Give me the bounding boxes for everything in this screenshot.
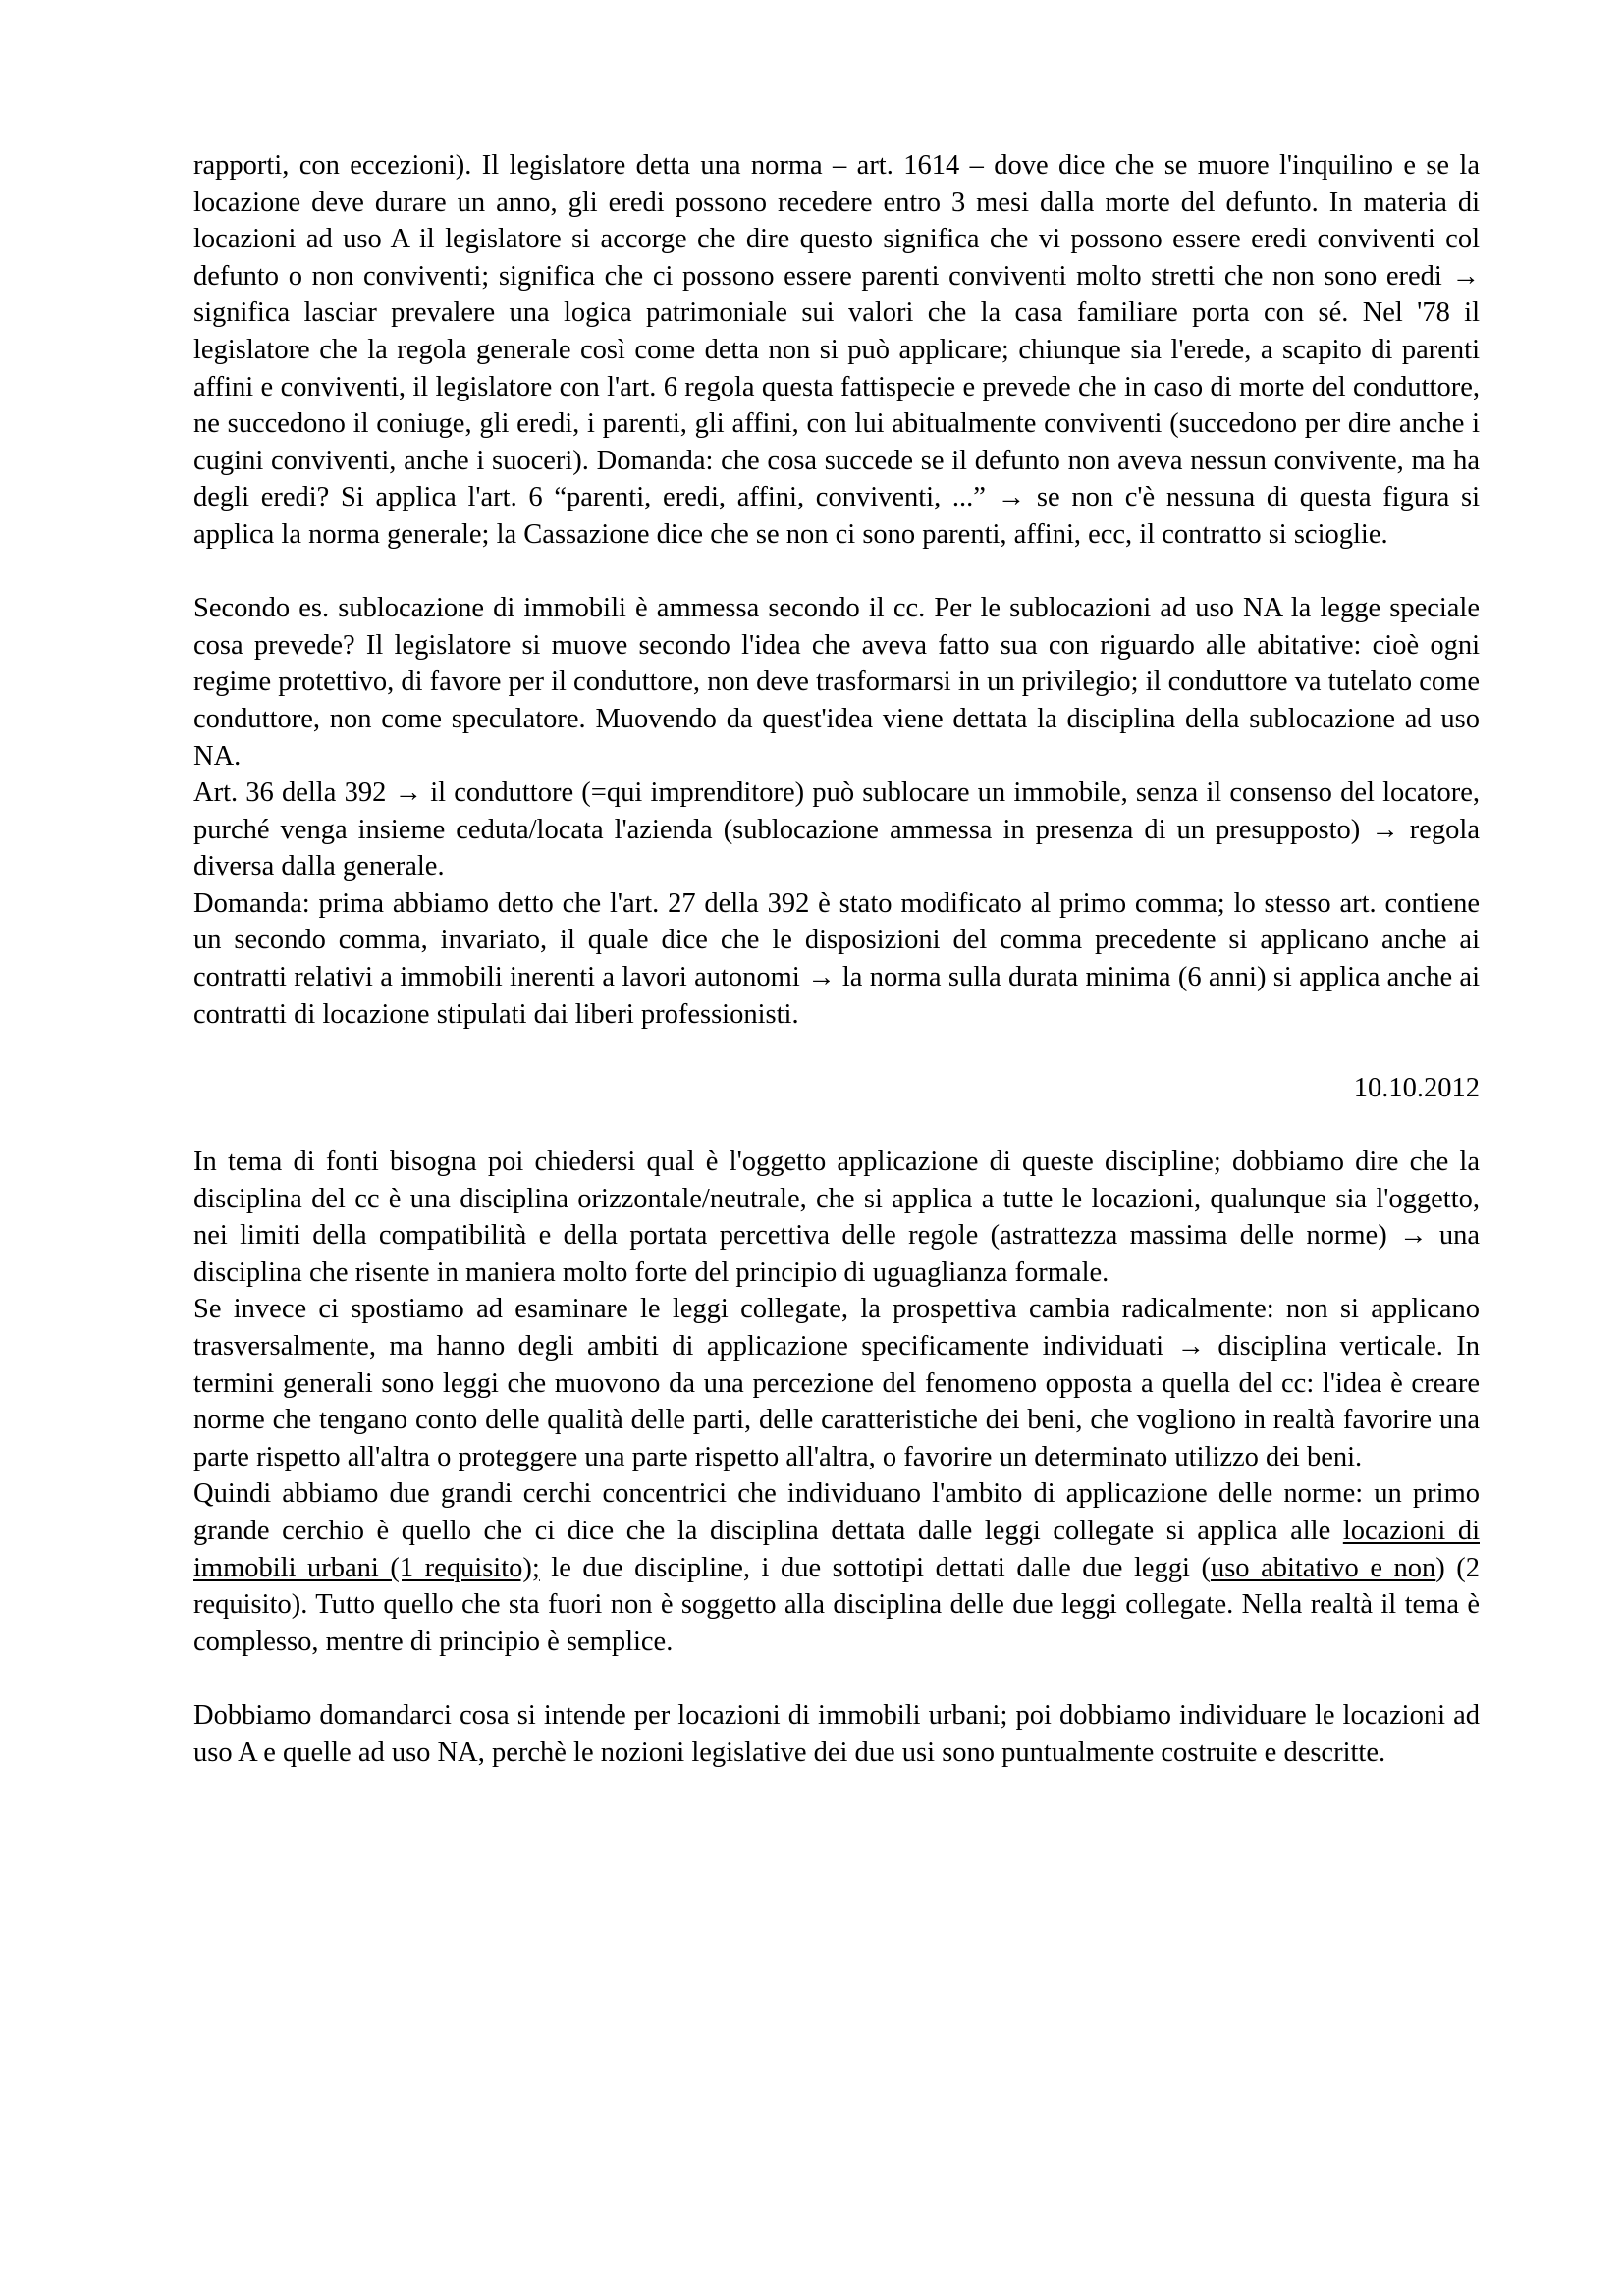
underlined-phrase-immobili-urbani: locazioni di immobili urbani (1 requisito);	[193, 1515, 1480, 1583]
document-page	[193, 147, 1480, 1771]
paragraph-locazione-successione: rapporti, con eccezioni). Il legislatore detta una norma – art. 1614 – dove dice che se muore l'inquilino e se la locazione deve durare un anno, gli eredi possono recedere entro 3 mesi dalla morte del defunto. In materia di locazioni ad uso A il legislatore si accorge che dire questo significa che vi possono essere eredi conviventi col defunto o non conviventi; significa che ci possono essere parenti conviventi molto stretti che non sono eredi → significa lasciar prevalere una logica patrimoniale sui valori che la casa familiare porta con sé. Nel '78 il legislatore che la regola generale così come detta non si può applicare; chiunque sia l'erede, a scapito di parenti affini e conviventi, il legislatore con l'art. 6 regola questa fattispecie e prevede che in caso di morte del conduttore, ne succedono il coniuge, gli eredi, i parenti, gli affini, con lui abitualmente conviventi (succedono per dire anche i cugini conviventi, anche i suoceri). Domanda: che cosa succede se il defunto non aveva nessun convivente, ma ha degli eredi? Si applica l'art. 6 “parenti, eredi, affini, conviventi, ...” → se non c'è nessuna di questa figura si applica la norma generale; la Cassazione dice che se non ci sono parenti, affini, ecc, il contratto si scioglie.	[193, 150, 1480, 550]
paragraph-text: le due discipline, i due sottotipi dettati dalle due leggi (	[539, 1552, 1211, 1583]
paragraph-gap	[193, 1106, 1480, 1144]
paragraph-cerchi-concentrici	[193, 1475, 1480, 1660]
lecture-date: 10.10.2012	[1353, 1072, 1480, 1103]
paragraph-text: ) (2 requisito). Tutto quello che sta fuori non è soggetto alla disciplina delle due leggi collegate. Nella realtà il tema è complesso, mentre di principio è semplice.	[193, 1552, 1481, 1657]
paragraph-gap	[193, 1660, 1480, 1697]
underlined-phrase-uso-abitativo: uso abitativo e non	[1210, 1552, 1436, 1583]
paragraph-fonti: In tema di fonti bisogna poi chiedersi qual è l'oggetto applicazione di queste discipline; dobbiamo dire che la disciplina del cc è una disciplina orizzontale/neutrale, che si applica a tutte le locazioni, qualunque sia l'oggetto, nei limiti della compatibilità e della portata percettiva delle regole (astrattezza massima delle norme) → una disciplina che risente in maniera molto forte del principio di uguaglianza formale.	[193, 1147, 1480, 1288]
paragraph-sublocazione: Secondo es. sublocazione di immobili è ammessa secondo il cc. Per le sublocazioni ad uso NA la legge speciale cosa prevede? Il legislatore si muove secondo l'idea che aveva fatto sua con riguardo alle abitative: cioè ogni regime protettivo, di favore per il conduttore, non deve trasformarsi in un privilegio; il conduttore va tutelato come conduttore, non come speculatore. Muovendo da quest'idea viene dettata la disciplina della sublocazione ad uso NA.	[193, 593, 1480, 772]
paragraph-art-36: Art. 36 della 392 → il conduttore (=qui imprenditore) può sublocare un immobile, senza il consenso del locatore, purché venga insieme ceduta/locata l'azienda (sublocazione ammessa in presenza di un presupposto) → regola diversa dalla generale.	[193, 777, 1480, 882]
paragraph-leggi-collegate: Se invece ci spostiamo ad esaminare le leggi collegate, la prospettiva cambia radicalmente: non si applicano trasversalmente, ma hanno degli ambiti di applicazione specificamente individuati → disciplina verticale. In termini generali sono leggi che muovono da una percezione del fenomeno opposta a quella del cc: l'idea è creare norme che tengano conto delle qualità delle parti, delle caratteristiche dei beni, che vogliono in realtà favorire una parte rispetto all'altra o proteggere una parte rispetto all'altra, o favorire un determinato utilizzo dei beni.	[193, 1294, 1480, 1472]
paragraph-immobili-urbani: Dobbiamo domandarci cosa si intende per locazioni di immobili urbani; poi dobbiamo individuare le locazioni ad uso A e quelle ad uso NA, perchè le nozioni legislative dei due usi sono puntualmente costruite e descritte.	[193, 1699, 1480, 1768]
paragraph-art-27: Domanda: prima abbiamo detto che l'art. 27 della 392 è stato modificato al primo comma; lo stesso art. contiene un secondo comma, invariato, il quale dice che le disposizioni del comma precedente si applicano anche ai contratti relativi a immobili inerenti a lavori autonomi → la norma sulla durata minima (6 anni) si applica anche ai contratti di locazione stipulati dai liberi professionisti.	[193, 887, 1480, 1030]
paragraph-text: Quindi abbiamo due grandi cerchi concentrici che individuano l'ambito di applicazione delle norme: un primo grande cerchio è quello che ci dice che la disciplina dettata dalle leggi collegate si applica alle	[193, 1478, 1480, 1546]
paragraph-gap	[193, 1033, 1480, 1070]
paragraph-gap	[193, 554, 1480, 591]
